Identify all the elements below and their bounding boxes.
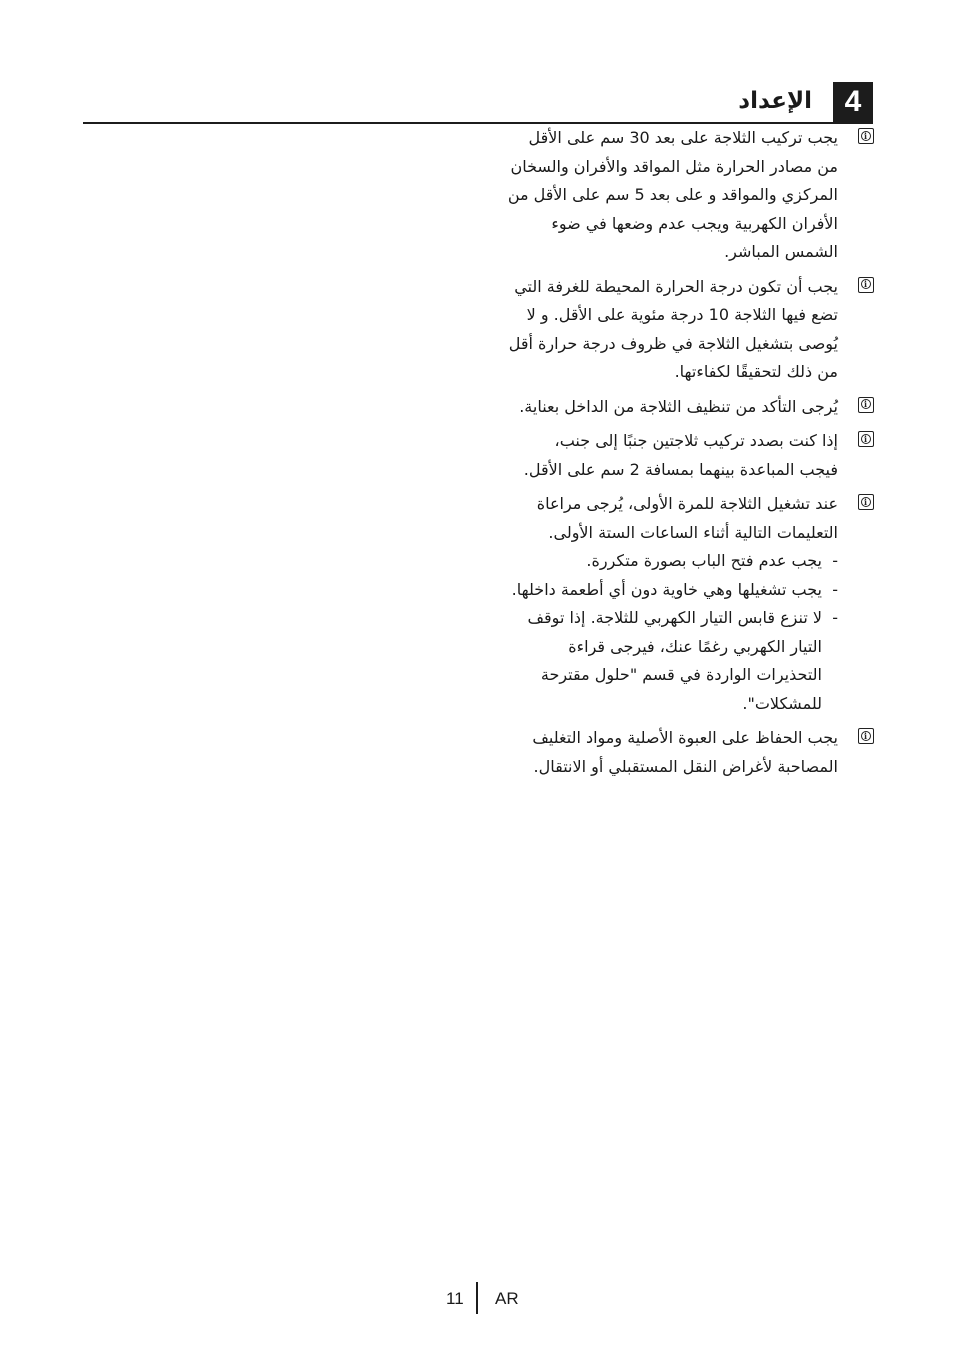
info-note xyxy=(462,490,868,718)
bullet-text-line: يجب تشغيلها وهي خاوية دون أي أطعمة داخلها. xyxy=(511,579,822,599)
footer-divider xyxy=(476,1282,478,1314)
note-text-line: يجب الحفاظ على العبوة الأصلية ومواد التغليف xyxy=(532,728,838,747)
info-note xyxy=(462,273,868,387)
bullet-item xyxy=(462,604,838,718)
note-text-line: عند تشغيل الثلاجة للمرة الأولى، يُرجى مراعاة xyxy=(536,494,838,513)
info-icon-glyph: i xyxy=(861,279,871,289)
info-note xyxy=(462,724,868,781)
bullet-dash: - xyxy=(832,579,838,599)
info-icon-glyph: i xyxy=(861,434,871,444)
info-note xyxy=(462,427,868,484)
bullet-text-line: يجب عدم فتح الباب بصورة متكررة. xyxy=(586,551,822,570)
bullet-dash: - xyxy=(832,551,838,570)
note-text-line: من مصادر الحرارة مثل المواقد والأفران والسخان xyxy=(510,156,838,176)
chapter-number-badge: 4 xyxy=(833,82,873,122)
note-text-line: يجب تركيب الثلاجة على بعد 30 سم على الأقل xyxy=(528,128,838,147)
note-text-line: يجب أن تكون درجة الحرارة المحيطة للغرفة التي xyxy=(514,276,838,296)
info-icon-glyph: i xyxy=(861,731,871,741)
notes-list xyxy=(462,124,868,781)
language-code: AR xyxy=(495,1289,519,1308)
note-text-line: المركزي والمواقد و على بعد 5 سم على الأقل من xyxy=(507,185,838,204)
chapter-title: الإعداد xyxy=(738,88,812,114)
note-text-line: إذا كنت بصدد تركيب ثلاجتين جنبًا إلى جنب، xyxy=(554,431,838,450)
bullet-item xyxy=(462,576,838,605)
note-text-line: يُوصى بتشغيل الثلاجة في ظروف درجة حرارة أقل xyxy=(508,333,838,353)
note-text-line: يُرجى التأكد من تنظيف الثلاجة من الداخل بعناية. xyxy=(519,396,838,416)
info-icon-glyph: i xyxy=(861,131,871,141)
info-icon xyxy=(858,494,874,510)
note-text-line: فيجب المباعدة بينهما بمسافة 2 سم على الأقل. xyxy=(523,459,838,479)
bullet-dash: - xyxy=(832,608,838,627)
info-icon xyxy=(858,397,874,413)
note-text-line: من ذلك لتحقيقًا لكفاءتها. xyxy=(674,362,838,381)
bullet-text-line: لا تنزع قابس التيار الكهربي للثلاجة. إذا توقف xyxy=(527,608,822,627)
info-icon xyxy=(858,128,874,144)
info-icon xyxy=(858,277,874,293)
info-note xyxy=(462,393,868,422)
info-icon xyxy=(858,728,874,744)
bullet-text-line: التحذيرات الواردة في قسم "حلول مقترحة xyxy=(540,665,822,684)
bullet-item xyxy=(462,547,838,576)
note-text-line: المصاحبة لأغراض النقل المستقبلي أو الانتقال. xyxy=(533,756,838,776)
info-icon-glyph: i xyxy=(861,399,871,409)
bullet-text-line: للمشكلات". xyxy=(742,693,822,713)
note-text-line: الأفران الكهربية ويجب عدم وضعها في ضوء xyxy=(551,213,838,233)
info-icon-glyph: i xyxy=(861,497,871,507)
info-note xyxy=(462,124,868,267)
bullet-text-line: التيار الكهربي رغمًا عنك، فيرجى قراءة xyxy=(568,636,822,656)
page-number: 11 xyxy=(446,1289,464,1308)
info-icon xyxy=(858,431,874,447)
note-text-line: تضع فيها الثلاجة 10 درجة مئوية على الأقل. و لا xyxy=(526,305,838,324)
note-text-line: التعليمات التالية أثناء الساعات الستة الأولى. xyxy=(548,522,838,542)
note-text-line: الشمس المباشر. xyxy=(724,242,838,261)
